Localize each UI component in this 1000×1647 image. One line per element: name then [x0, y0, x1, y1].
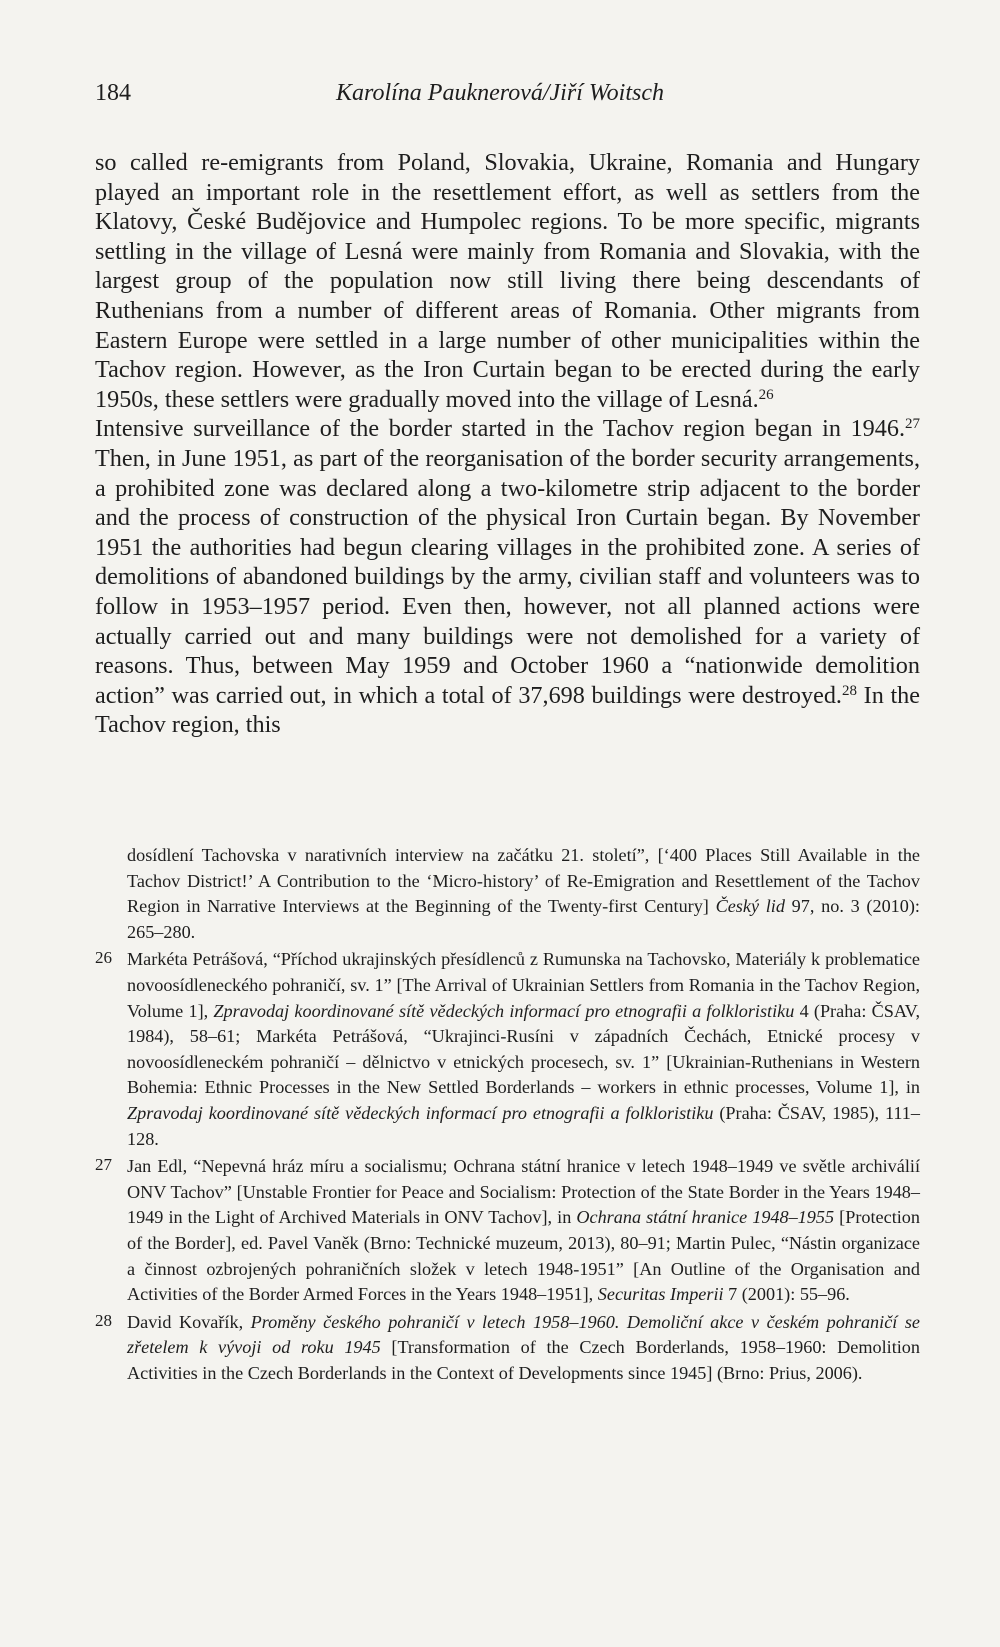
footnote-number: 28	[95, 1310, 112, 1330]
footnote-italic: Zpravodaj koordinované sítě vědeckých informací pro etnografii a folkloristiku	[127, 1102, 714, 1123]
footnote-text: 97, no. 3 (2010): 265–280.	[127, 896, 920, 942]
footnote-ref-28: 28	[841, 682, 857, 699]
footnote-28	[95, 1310, 920, 1387]
footnote-ref-27: 27	[905, 416, 920, 433]
footnote-text: [Protection of the Border], ed. Pavel Vaněk (Brno: Technické muzeum, 2013), 80–91; Martin Pulec, “Nástin organizace a činnost ozbrojených pohraničních složek v letech 1948-1951” [An Outline of the Organisation and Activities of the Border Armed Forces in the Years 1948–1951],	[127, 1207, 920, 1305]
footnote-text: dosídlení Tachovska v narativních interview na začátku 21. století”, [‘400 Places Still Available in the Tachov District!’ A Contribution to the ‘Micro-history’ of Re-Emigration and Resettlement of the Tachov Region in Narrative Interviews at the Beginning of the Twenty-first Century]	[127, 845, 920, 917]
footnote-text: David Kovařík,	[127, 1311, 251, 1332]
footnote-italic: Český lid	[715, 896, 785, 917]
page-header	[95, 80, 905, 110]
paragraph-2-text-a: Intensive surveillance of the border started in the Tachov region began in 1946.	[95, 415, 905, 443]
page-number: 184	[95, 80, 131, 106]
paragraph-1-text: so called re-emigrants from Poland, Slovakia, Ukraine, Romania and Hungary played an important role in the resettlement effort, as well as settlers from the Klatovy, České Budějovice and Humpolec regions. To be more specific, migrants settling in the village of Lesná were mainly from Romania and Slovakia, with the largest group of the population now still living there being descendants of Ruthenians from a number of different areas of Romania. Other migrants from Eastern Europe were settled in a large number of other municipalities within the Tachov region. However, as the Iron Curtain began to be erected during the early 1950s, these settlers were gradually moved into the village of Lesná.	[95, 149, 920, 413]
footnote-text: 4 (Praha: ČSAV, 1984), 58–61; Markéta Petrášová, “Ukrajinci-Rusíni v západních Čechách, Etnické procesy v novoosídleneckém pohraničí – dělnictvo v etnických procesech, sv. 1” [Ukrainian-Ruthenians in Western Bohemia: Ethnic Processes in the New Settled Borderlands – workers in ethnic processes, Volume 1], in	[127, 1000, 921, 1098]
footnote-italic: Securitas Imperii	[597, 1284, 724, 1305]
paragraph-1	[95, 148, 920, 414]
footnote-text: Markéta Petrášová, “Příchod ukrajinských přesídlenců z Rumunska na Tachovsko, Materiály k problematice novoosídleneckého pohraničí, sv. 1” [The Arrival of Ukrainian Settlers from Romania in the Tachov Region, Volume 1],	[127, 949, 920, 1021]
footnote-italic: Zpravodaj koordinované sítě vědeckých informací pro etnografii a folkloristiku	[213, 1000, 795, 1021]
paragraph-2-text-b: Then, in June 1951, as part of the reorganisation of the border security arrangements, a prohibited zone was declared along a two-kilometre strip adjacent to the border and the process of construction of the physical Iron Curtain began. By November 1951 the authorities had begun clearing villages in the prohibited zone. A series of demolitions of abandoned buildings by the army, civilian staff and volunteers was to follow in 1953–1957 period. Even then, however, not all planned actions were actually carried out and many buildings were not demolished for a variety of reasons. Thus, between May 1959 and October 1960 a “nationwide demolition action” was carried out, in which a total of 37,698 buildings were destroyed.	[95, 444, 920, 709]
footnote-italic: Ochrana státní hranice 1948–1955	[576, 1207, 835, 1228]
body-text	[95, 148, 920, 740]
running-head: Karolína Pauknerová/Jiří Woitsch	[336, 80, 664, 106]
footnote-number: 26	[95, 948, 112, 968]
footnotes	[95, 843, 920, 1386]
footnote-ref-26: 26	[758, 386, 774, 403]
footnote-26	[95, 947, 920, 1152]
footnote-number: 27	[95, 1155, 112, 1175]
footnote-text: (Praha: ČSAV, 1985), 111–128.	[127, 1102, 920, 1149]
footnote-text: Jan Edl, “Nepevná hráz míru a socialismu; Ochrana státní hranice v letech 1948–1949 ve světle archiválií ONV Tachov” [Unstable Frontier for Peace and Socialism: Protection of the State Border in the Years 1948–1949 in the Light of Archived Materials in ONV Tachov], in	[127, 1156, 920, 1228]
footnote-27	[95, 1154, 920, 1308]
footnote-continued	[95, 843, 920, 945]
footnote-text: 7 (2001): 55–96.	[723, 1284, 850, 1305]
footnote-text: [Transformation of the Czech Borderlands, 1958–1960: Demolition Activities in the Czech Borderlands in the Context of Developments since 1945] (Brno: Prius, 2006).	[127, 1337, 920, 1383]
footnote-italic: Proměny českého pohraničí v letech 1958–1960. Demoliční akce v českém pohraničí se zřetelem k vývoji od roku 1945	[127, 1311, 921, 1358]
paragraph-2-text-c: In the Tachov region, this	[95, 681, 920, 739]
paragraph-2	[95, 414, 920, 740]
